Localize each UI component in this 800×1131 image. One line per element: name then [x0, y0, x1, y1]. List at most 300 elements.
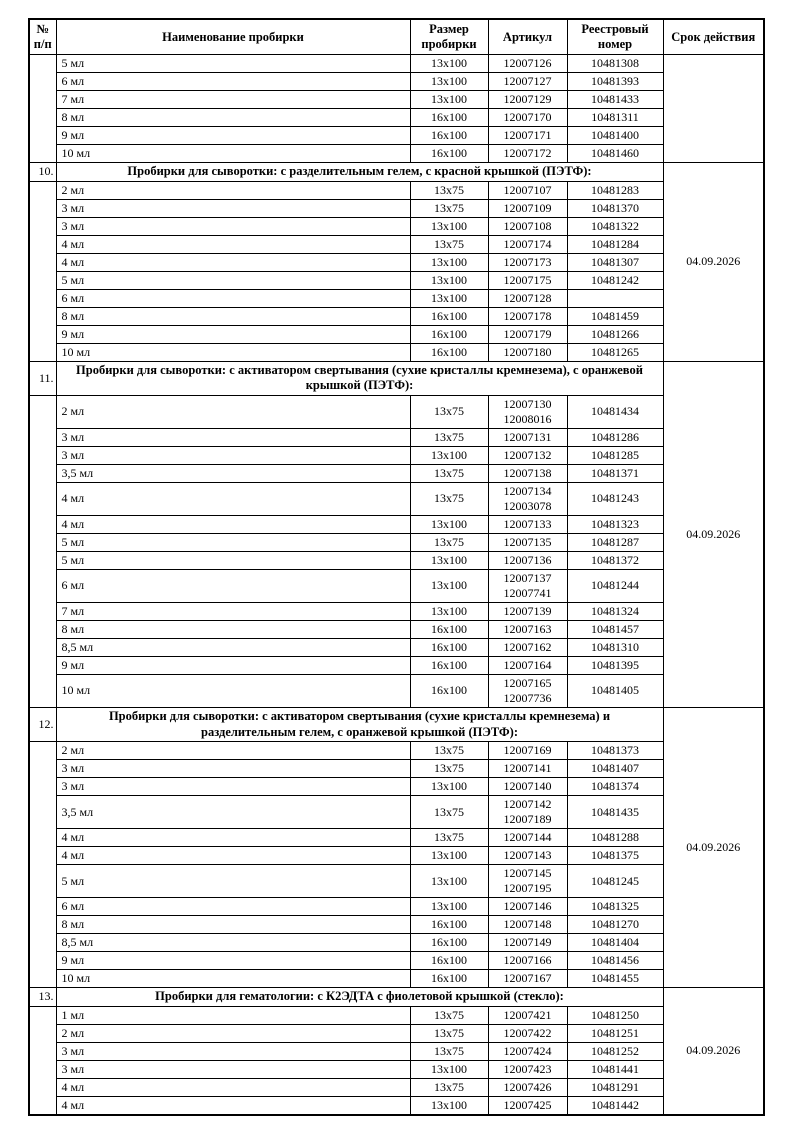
tube-size-cell: 16x100 — [410, 952, 488, 970]
tube-size-cell: 13x75 — [410, 428, 488, 446]
article-cell — [488, 829, 567, 847]
registry-cell: 10481455 — [567, 970, 663, 988]
tube-size-cell: 13x75 — [410, 742, 488, 760]
table-row — [29, 551, 764, 569]
registry-cell: 10481460 — [567, 145, 663, 163]
registry-cell — [567, 289, 663, 307]
table-row — [29, 395, 764, 428]
article-number: 12007736 — [503, 690, 552, 705]
tube-size-cell: 16x100 — [410, 638, 488, 656]
tube-name-cell: 5 мл — [56, 271, 410, 289]
tube-size-cell: 13x100 — [410, 217, 488, 235]
tube-name-cell: 8,5 мл — [56, 934, 410, 952]
tube-name-cell: 1 мл — [56, 1006, 410, 1024]
registry-cell: 10481284 — [567, 235, 663, 253]
article-cell — [488, 217, 567, 235]
table-row — [29, 569, 764, 602]
tube-size-cell: 13x100 — [410, 73, 488, 91]
tube-size-cell: 13x100 — [410, 253, 488, 271]
article-number: 12008016 — [503, 411, 552, 426]
article-cell — [488, 464, 567, 482]
article-number: 12007131 — [503, 429, 552, 444]
tube-name-cell: 3 мл — [56, 1060, 410, 1078]
article-number: 12007171 — [503, 128, 552, 142]
tube-name-cell: 4 мл — [56, 253, 410, 271]
article-number: 12007195 — [503, 881, 552, 896]
section-number: 12. — [29, 707, 56, 741]
article-number: 12007140 — [503, 779, 552, 794]
registry-cell: 10481459 — [567, 307, 663, 325]
registry-cell: 10481404 — [567, 934, 663, 952]
table-row — [29, 916, 764, 934]
table-row — [29, 742, 764, 760]
table-row — [29, 1060, 764, 1078]
article-cell — [488, 73, 567, 91]
article-number: 12007143 — [503, 848, 552, 863]
section-number: 13. — [29, 988, 56, 1007]
tube-size-cell: 13x75 — [410, 1042, 488, 1060]
article-cell — [488, 638, 567, 656]
article-cell — [488, 181, 567, 199]
registry-cell: 10481400 — [567, 127, 663, 145]
registry-cell: 10481288 — [567, 829, 663, 847]
tube-size-cell: 16x100 — [410, 307, 488, 325]
article-cell — [488, 569, 567, 602]
tube-size-cell: 13x75 — [410, 829, 488, 847]
article-number: 12007145 — [503, 866, 552, 881]
article-number: 12007149 — [503, 935, 552, 950]
tube-name-cell: 10 мл — [56, 145, 410, 163]
tube-size-cell: 16x100 — [410, 620, 488, 638]
article-cell — [488, 271, 567, 289]
tube-name-cell: 3 мл — [56, 446, 410, 464]
table-row — [29, 289, 764, 307]
article-number: 12007132 — [503, 447, 552, 462]
tube-name-cell: 8 мл — [56, 916, 410, 934]
article-cell — [488, 674, 567, 707]
tube-size-cell: 13x100 — [410, 778, 488, 796]
article-number: 12007423 — [503, 1061, 552, 1076]
tube-name-cell: 5 мл — [56, 533, 410, 551]
tube-size-cell: 13x100 — [410, 898, 488, 916]
section-title: Пробирки для сыворотки: с разделительным гелем, с красной крышкой (ПЭТФ): — [56, 163, 663, 182]
article-number: 12007425 — [503, 1097, 552, 1112]
tube-name-cell: 7 мл — [56, 602, 410, 620]
tube-size-cell: 16x100 — [410, 343, 488, 361]
tube-size-cell: 13x75 — [410, 464, 488, 482]
article-number: 12007164 — [503, 657, 552, 672]
article-number: 12007108 — [503, 218, 552, 233]
tube-size-cell: 13x100 — [410, 446, 488, 464]
registry-cell: 10481375 — [567, 847, 663, 865]
tube-size-cell: 16x100 — [410, 145, 488, 163]
registry-cell: 10481244 — [567, 569, 663, 602]
tube-name-cell: 4 мл — [56, 482, 410, 515]
registry-cell: 10481251 — [567, 1024, 663, 1042]
section-title: Пробирки для сыворотки: с активатором свертывания (сухие кристаллы кремнезема) и разделительным гелем, с оранжевой крышкой (ПЭТФ): — [56, 707, 663, 741]
article-number: 12007136 — [503, 552, 552, 567]
registry-cell: 10481373 — [567, 742, 663, 760]
article-cell — [488, 934, 567, 952]
table-row — [29, 325, 764, 343]
registry-cell: 10481287 — [567, 533, 663, 551]
table-row — [29, 109, 764, 127]
tube-size-cell: 16x100 — [410, 325, 488, 343]
tube-name-cell: 2 мл — [56, 742, 410, 760]
article-number: 12007174 — [503, 236, 552, 251]
article-cell — [488, 778, 567, 796]
tube-name-cell: 8 мл — [56, 620, 410, 638]
registry-cell: 10481441 — [567, 1060, 663, 1078]
article-number: 12007426 — [503, 1079, 552, 1094]
table-row — [29, 482, 764, 515]
article-cell — [488, 109, 567, 127]
article-cell — [488, 847, 567, 865]
article-number: 12007138 — [503, 465, 552, 480]
article-cell — [488, 307, 567, 325]
tube-name-cell: 6 мл — [56, 73, 410, 91]
article-number: 12007175 — [503, 272, 552, 287]
article-cell — [488, 289, 567, 307]
registry-cell: 10481252 — [567, 1042, 663, 1060]
registry-cell: 10481286 — [567, 428, 663, 446]
table-row — [29, 181, 764, 199]
tube-size-cell: 13x75 — [410, 395, 488, 428]
article-number: 12007107 — [503, 182, 552, 197]
table-row — [29, 952, 764, 970]
registry-cell: 10481270 — [567, 916, 663, 934]
article-cell — [488, 916, 567, 934]
registry-cell: 10481265 — [567, 343, 663, 361]
tube-name-cell: 3,5 мл — [56, 464, 410, 482]
article-number: 12007170 — [503, 110, 552, 124]
tube-name-cell: 8 мл — [56, 109, 410, 127]
table-row — [29, 778, 764, 796]
article-number: 12007134 — [503, 483, 552, 498]
registry-cell: 10481405 — [567, 674, 663, 707]
tube-size-cell: 13x100 — [410, 1096, 488, 1115]
registry-cell: 10481242 — [567, 271, 663, 289]
section-title: Пробирки для гематологии: с К2ЭДТА с фиолетовой крышкой (стекло): — [56, 988, 663, 1007]
article-cell — [488, 428, 567, 446]
article-number: 12007148 — [503, 917, 552, 932]
registry-cell: 10481308 — [567, 55, 663, 73]
validity-cell — [663, 55, 764, 163]
article-cell — [488, 515, 567, 533]
tube-name-cell: 3 мл — [56, 428, 410, 446]
tube-size-cell: 13x100 — [410, 55, 488, 73]
article-cell — [488, 127, 567, 145]
registry-cell: 10481374 — [567, 778, 663, 796]
tube-size-cell: 16x100 — [410, 109, 488, 127]
tube-name-cell: 3 мл — [56, 778, 410, 796]
section-title: Пробирки для сыворотки: с активатором свертывания (сухие кристаллы кремнезема), с оранжевой крышкой (ПЭТФ): — [56, 361, 663, 395]
table-row — [29, 1096, 764, 1115]
article-number: 12007167 — [503, 971, 552, 986]
validity-cell: 04.09.2026 — [663, 361, 764, 707]
article-number: 12007178 — [503, 308, 552, 323]
article-number: 12007129 — [503, 92, 552, 106]
article-cell — [488, 55, 567, 73]
article-cell — [488, 865, 567, 898]
article-number: 12007133 — [503, 516, 552, 531]
registry-cell: 10481266 — [567, 325, 663, 343]
article-cell — [488, 145, 567, 163]
article-cell — [488, 656, 567, 674]
table-row — [29, 533, 764, 551]
registry-cell: 10481310 — [567, 638, 663, 656]
tube-size-cell: 13x75 — [410, 796, 488, 829]
registry-cell: 10481407 — [567, 760, 663, 778]
tube-name-cell: 10 мл — [56, 674, 410, 707]
article-number: 12007141 — [503, 761, 552, 776]
table-row — [29, 934, 764, 952]
article-cell — [488, 446, 567, 464]
article-cell — [488, 970, 567, 988]
article-cell — [488, 620, 567, 638]
registry-cell: 10481311 — [567, 109, 663, 127]
tube-name-cell: 9 мл — [56, 952, 410, 970]
tube-name-cell: 4 мл — [56, 847, 410, 865]
table-row — [29, 91, 764, 109]
tube-name-cell: 5 мл — [56, 865, 410, 898]
registry-cell: 10481324 — [567, 602, 663, 620]
article-cell — [488, 602, 567, 620]
article-cell — [488, 760, 567, 778]
article-cell — [488, 1006, 567, 1024]
tube-size-cell: 13x100 — [410, 569, 488, 602]
table-row — [29, 638, 764, 656]
article-cell — [488, 1042, 567, 1060]
table-row — [29, 428, 764, 446]
tube-name-cell: 8 мл — [56, 307, 410, 325]
table-row — [29, 253, 764, 271]
article-number: 12007421 — [503, 1007, 552, 1022]
tube-name-cell: 5 мл — [56, 551, 410, 569]
tube-size-cell: 13x100 — [410, 289, 488, 307]
article-number: 12007142 — [503, 797, 552, 812]
article-cell — [488, 253, 567, 271]
article-cell — [488, 343, 567, 361]
registry-cell: 10481283 — [567, 181, 663, 199]
section-number: 11. — [29, 361, 56, 395]
table-row — [29, 656, 764, 674]
table-row — [29, 73, 764, 91]
registry-cell: 10481370 — [567, 199, 663, 217]
section-header-row — [29, 988, 764, 1007]
registry-cell: 10481307 — [567, 253, 663, 271]
tube-name-cell: 3 мл — [56, 1042, 410, 1060]
table-row — [29, 199, 764, 217]
tube-name-cell: 8,5 мл — [56, 638, 410, 656]
tube-size-cell: 13x100 — [410, 602, 488, 620]
table-row — [29, 446, 764, 464]
tube-name-cell: 5 мл — [56, 55, 410, 73]
article-number: 12007173 — [503, 254, 552, 269]
tube-size-cell: 16x100 — [410, 656, 488, 674]
column-header-article: Артикул — [488, 19, 567, 55]
table-row — [29, 145, 764, 163]
section-number-span — [29, 742, 56, 988]
tube-size-cell: 13x75 — [410, 235, 488, 253]
section-number: 10. — [29, 163, 56, 182]
table-row — [29, 829, 764, 847]
table-row — [29, 127, 764, 145]
registry-cell: 10481442 — [567, 1096, 663, 1115]
article-number: 12007127 — [503, 74, 552, 88]
tube-size-cell: 13x100 — [410, 847, 488, 865]
tube-size-cell: 13x75 — [410, 482, 488, 515]
registry-cell: 10481457 — [567, 620, 663, 638]
article-number: 12007130 — [503, 396, 552, 411]
article-number: 12007179 — [503, 326, 552, 341]
article-number: 12007163 — [503, 621, 552, 636]
article-cell — [488, 91, 567, 109]
tube-size-cell: 13x75 — [410, 1024, 488, 1042]
registry-cell: 10481291 — [567, 1078, 663, 1096]
article-cell — [488, 235, 567, 253]
tube-name-cell: 6 мл — [56, 569, 410, 602]
tube-name-cell: 9 мл — [56, 325, 410, 343]
article-number: 12007137 — [503, 570, 552, 585]
column-header-size: Размер пробирки — [410, 19, 488, 55]
article-cell — [488, 551, 567, 569]
tube-size-cell: 13x100 — [410, 551, 488, 569]
tube-name-cell: 2 мл — [56, 1024, 410, 1042]
tube-size-cell: 16x100 — [410, 127, 488, 145]
table-row — [29, 1024, 764, 1042]
column-header-registry: Реестровый номер — [567, 19, 663, 55]
table-row — [29, 847, 764, 865]
article-number: 12007172 — [503, 146, 552, 160]
tube-name-cell: 4 мл — [56, 1078, 410, 1096]
tube-size-cell: 13x100 — [410, 865, 488, 898]
tube-name-cell: 4 мл — [56, 829, 410, 847]
registry-cell: 10481434 — [567, 395, 663, 428]
article-number: 12007139 — [503, 603, 552, 618]
table-row — [29, 865, 764, 898]
registry-cell: 10481372 — [567, 551, 663, 569]
article-cell — [488, 482, 567, 515]
tube-size-cell: 13x100 — [410, 1060, 488, 1078]
registry-cell: 10481456 — [567, 952, 663, 970]
article-number: 12007180 — [503, 344, 552, 359]
article-cell — [488, 325, 567, 343]
table-row — [29, 271, 764, 289]
tube-size-cell: 13x75 — [410, 181, 488, 199]
validity-cell: 04.09.2026 — [663, 988, 764, 1115]
table-row — [29, 970, 764, 988]
table-row — [29, 217, 764, 235]
article-number: 12007169 — [503, 743, 552, 758]
article-cell — [488, 1078, 567, 1096]
tube-size-cell: 13x75 — [410, 1078, 488, 1096]
tube-size-cell: 16x100 — [410, 970, 488, 988]
article-number: 12007165 — [503, 675, 552, 690]
section-number-span — [29, 395, 56, 707]
tubes-registry-table — [28, 18, 765, 1116]
tube-name-cell: 2 мл — [56, 181, 410, 199]
table-row — [29, 1006, 764, 1024]
article-cell — [488, 395, 567, 428]
article-cell — [488, 1024, 567, 1042]
registry-cell: 10481322 — [567, 217, 663, 235]
registry-cell: 10481433 — [567, 91, 663, 109]
tube-size-cell: 13x75 — [410, 760, 488, 778]
article-cell — [488, 199, 567, 217]
registry-cell: 10481323 — [567, 515, 663, 533]
tube-name-cell: 3 мл — [56, 199, 410, 217]
registry-cell: 10481250 — [567, 1006, 663, 1024]
article-number: 12007146 — [503, 899, 552, 914]
table-row — [29, 620, 764, 638]
tube-name-cell: 6 мл — [56, 898, 410, 916]
table-row — [29, 235, 764, 253]
article-number: 12007135 — [503, 534, 552, 549]
section-number-span — [29, 1006, 56, 1115]
tube-name-cell: 9 мл — [56, 656, 410, 674]
table-row — [29, 796, 764, 829]
tube-name-cell: 4 мл — [56, 1096, 410, 1115]
table-row — [29, 55, 764, 73]
column-header-num: № п/п — [29, 19, 56, 55]
registry-cell: 10481243 — [567, 482, 663, 515]
validity-cell: 04.09.2026 — [663, 707, 764, 987]
tube-size-cell: 16x100 — [410, 674, 488, 707]
tube-size-cell: 13x100 — [410, 271, 488, 289]
article-number: 12007109 — [503, 200, 552, 215]
registry-cell: 10481245 — [567, 865, 663, 898]
registry-cell: 10481371 — [567, 464, 663, 482]
tube-name-cell: 4 мл — [56, 235, 410, 253]
tube-name-cell: 2 мл — [56, 395, 410, 428]
article-cell — [488, 533, 567, 551]
tube-size-cell: 13x100 — [410, 515, 488, 533]
article-cell — [488, 898, 567, 916]
column-header-name: Наименование пробирки — [56, 19, 410, 55]
article-number: 12003078 — [503, 498, 552, 513]
section-header-row — [29, 163, 764, 182]
tube-name-cell: 3,5 мл — [56, 796, 410, 829]
article-number: 12007126 — [503, 56, 552, 70]
registry-cell: 10481395 — [567, 656, 663, 674]
tube-name-cell: 9 мл — [56, 127, 410, 145]
tube-name-cell: 6 мл — [56, 289, 410, 307]
article-number: 12007422 — [503, 1025, 552, 1040]
table-row — [29, 1042, 764, 1060]
article-number: 12007128 — [503, 290, 552, 305]
column-header-validity: Срок действия — [663, 19, 764, 55]
article-number: 12007189 — [503, 812, 552, 827]
table-row — [29, 1078, 764, 1096]
table-row — [29, 674, 764, 707]
table-row — [29, 343, 764, 361]
article-cell — [488, 1096, 567, 1115]
section-header-row — [29, 361, 764, 395]
tube-name-cell: 10 мл — [56, 343, 410, 361]
tube-name-cell: 3 мл — [56, 217, 410, 235]
article-number: 12007166 — [503, 953, 552, 968]
tube-size-cell: 13x100 — [410, 91, 488, 109]
tube-size-cell: 13x75 — [410, 199, 488, 217]
registry-cell: 10481285 — [567, 446, 663, 464]
tube-name-cell: 7 мл — [56, 91, 410, 109]
registry-cell: 10481393 — [567, 73, 663, 91]
tube-name-cell: 4 мл — [56, 515, 410, 533]
article-cell — [488, 742, 567, 760]
tube-size-cell: 16x100 — [410, 916, 488, 934]
section-number-span — [29, 181, 56, 361]
